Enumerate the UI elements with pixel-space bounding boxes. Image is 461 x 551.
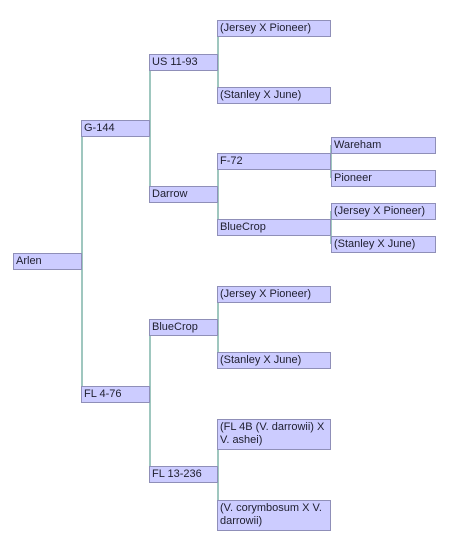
node-jersey-x-pioneer-us1193: (Jersey X Pioneer) — [217, 20, 331, 37]
node-bluecrop-darrow: BlueCrop — [217, 219, 331, 236]
node-darrow: Darrow — [149, 186, 218, 203]
node-bluecrop-fl476: BlueCrop — [149, 319, 218, 336]
node-corymbosum-x-darrowii: (V. corymbosum X V. darrowii) — [217, 500, 331, 531]
node-g-144: G-144 — [81, 120, 150, 137]
node-fl-4b-x-ashei: (FL 4B (V. darrowii) X V. ashei) — [217, 419, 331, 450]
node-pioneer: Pioneer — [331, 170, 436, 187]
node-stanley-x-june-us1193: (Stanley X June) — [217, 87, 331, 104]
node-arlen: Arlen — [13, 253, 82, 270]
node-jersey-x-pioneer-fl476: (Jersey X Pioneer) — [217, 286, 331, 303]
node-fl-4-76: FL 4-76 — [81, 386, 150, 403]
node-stanley-x-june-fl476: (Stanley X June) — [217, 352, 331, 369]
node-fl-13-236: FL 13-236 — [149, 466, 218, 483]
node-wareham: Wareham — [331, 137, 436, 154]
node-us-11-93: US 11-93 — [149, 54, 218, 71]
node-stanley-x-june-darrow: (Stanley X June) — [331, 236, 436, 253]
node-jersey-x-pioneer-darrow: (Jersey X Pioneer) — [331, 203, 436, 220]
node-f-72: F-72 — [217, 153, 331, 170]
